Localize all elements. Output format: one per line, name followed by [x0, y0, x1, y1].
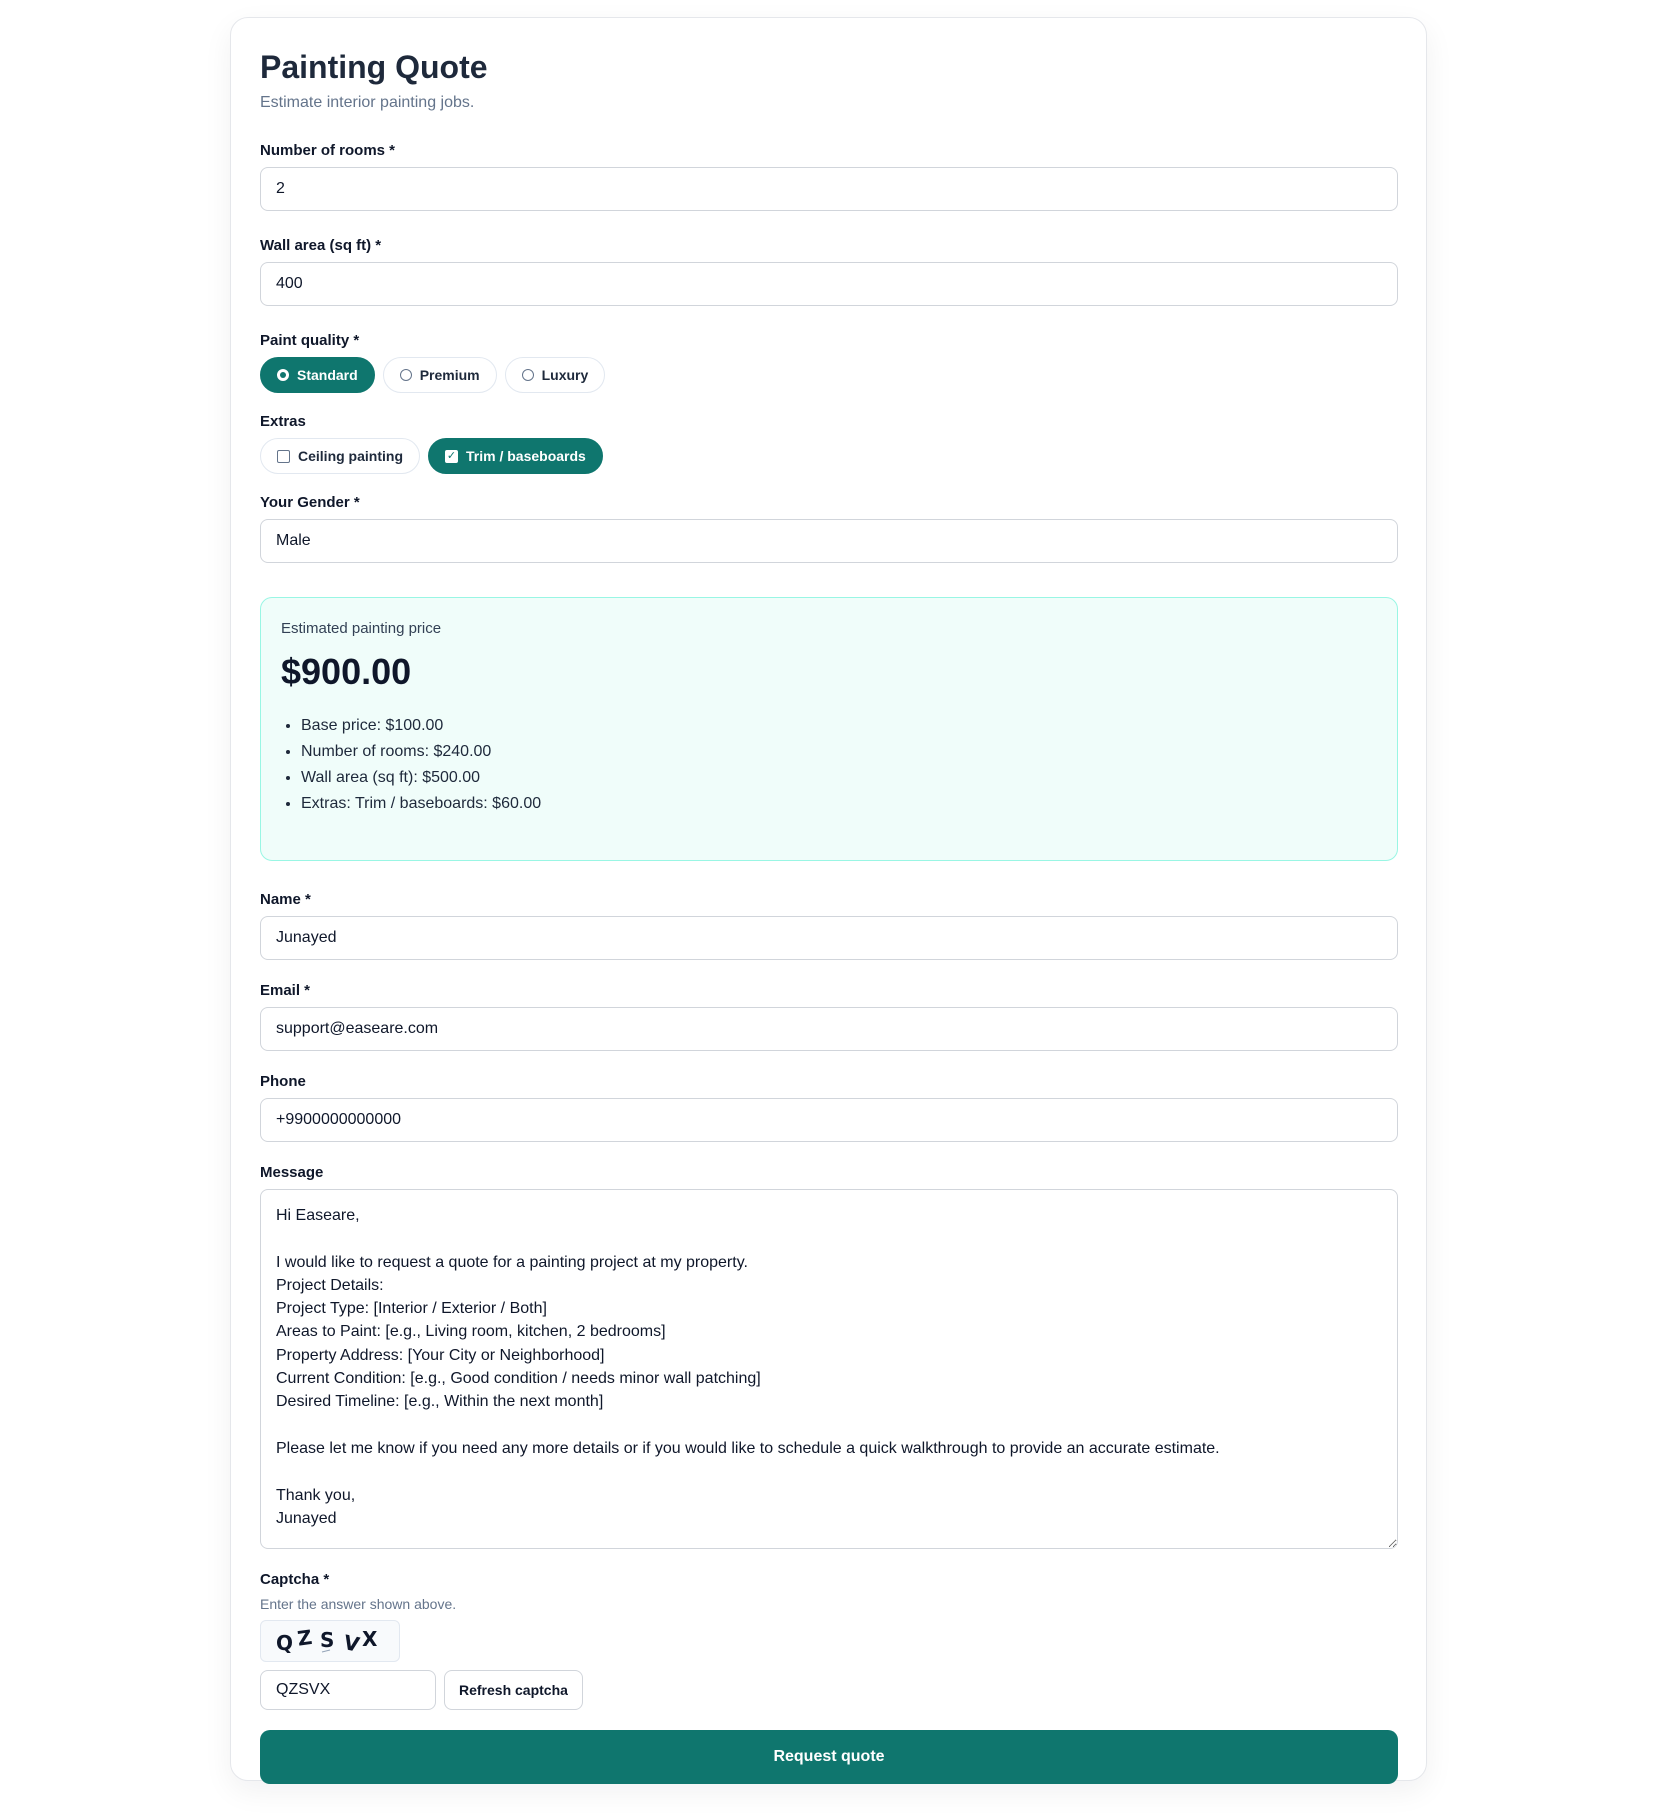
captcha-image: [260, 1620, 400, 1662]
radio-icon: [522, 369, 534, 381]
page-subtitle: Estimate interior painting jobs.: [260, 94, 475, 111]
email-input[interactable]: [260, 1007, 1398, 1051]
checkbox-checked-icon: ✓: [446, 449, 457, 462]
message-group: [260, 1164, 1397, 1549]
captcha-char: S: [320, 1628, 335, 1652]
wall-area-label: Wall area (sq ft) *: [260, 237, 382, 254]
name-label: Name *: [260, 891, 311, 908]
estimate-breakdown: [281, 713, 1377, 817]
captcha-char: Z: [295, 1624, 314, 1651]
paint-quality-premium-label: Premium: [419, 367, 480, 383]
checkbox-icon: [277, 450, 290, 463]
phone-label: Phone: [260, 1073, 306, 1090]
captcha-input[interactable]: [260, 1670, 436, 1710]
captcha-char: V: [341, 1629, 362, 1657]
captcha-group: [260, 1571, 1397, 1710]
extras-trim-label: Trim / baseboards: [466, 448, 586, 464]
paint-quality-luxury-label: Luxury: [541, 367, 589, 383]
refresh-captcha-button[interactable]: Refresh captcha: [444, 1670, 583, 1710]
phone-group: [260, 1073, 1397, 1142]
name-group: [260, 891, 1397, 960]
extras-options: [260, 438, 1397, 474]
extras-ceiling-painting[interactable]: [260, 438, 420, 474]
extras-ceiling-label: Ceiling painting: [298, 448, 403, 464]
breakdown-item: • Wall area (sq ft): $500.00: [301, 765, 1377, 791]
paint-quality-label: Paint quality *: [260, 332, 360, 349]
radio-selected-icon: [277, 369, 289, 381]
gender-label: Your Gender *: [260, 494, 360, 511]
email-label: Email *: [260, 982, 311, 999]
captcha-help: Enter the answer shown above.: [260, 1596, 457, 1612]
message-textarea[interactable]: [260, 1189, 1398, 1549]
paint-quality-group: [260, 332, 1397, 393]
gender-input[interactable]: [260, 519, 1398, 563]
name-input[interactable]: [260, 916, 1398, 960]
paint-quality-luxury[interactable]: [505, 357, 606, 393]
wall-area-input[interactable]: [260, 262, 1398, 306]
rooms-group: [260, 142, 1397, 211]
rooms-input[interactable]: [260, 167, 1398, 211]
captcha-row: [260, 1670, 1397, 1710]
phone-input[interactable]: [260, 1098, 1398, 1142]
breakdown-item: • Base price: $100.00: [301, 713, 1377, 739]
quote-form-card: [230, 17, 1427, 1781]
email-group: [260, 982, 1397, 1051]
estimate-label: Estimated painting price: [281, 620, 442, 637]
extras-group: [260, 413, 1397, 474]
captcha-label: Captcha *: [260, 1571, 330, 1588]
captcha-glyphs: [270, 1624, 390, 1658]
captcha-char: Q: [276, 1631, 294, 1655]
paint-quality-standard-label: Standard: [297, 367, 358, 383]
page-title: Painting Quote: [260, 49, 488, 85]
extras-label: Extras: [260, 413, 306, 430]
captcha-char: X: [362, 1627, 378, 1651]
message-label: Message: [260, 1164, 324, 1181]
radio-icon: [400, 369, 412, 381]
paint-quality-standard[interactable]: [260, 357, 375, 393]
estimate-panel: [260, 597, 1398, 861]
request-quote-button[interactable]: Request quote: [260, 1730, 1398, 1784]
wall-area-group: [260, 237, 1397, 306]
extras-trim-baseboards[interactable]: [428, 438, 603, 474]
gender-group: [260, 494, 1397, 563]
breakdown-item: • Extras: Trim / baseboards: $60.00: [301, 791, 1377, 817]
estimate-price: $900.00: [281, 651, 412, 692]
rooms-label: Number of rooms *: [260, 142, 396, 159]
breakdown-item: • Number of rooms: $240.00: [301, 739, 1377, 765]
paint-quality-premium[interactable]: [383, 357, 497, 393]
paint-quality-options: [260, 357, 1397, 393]
